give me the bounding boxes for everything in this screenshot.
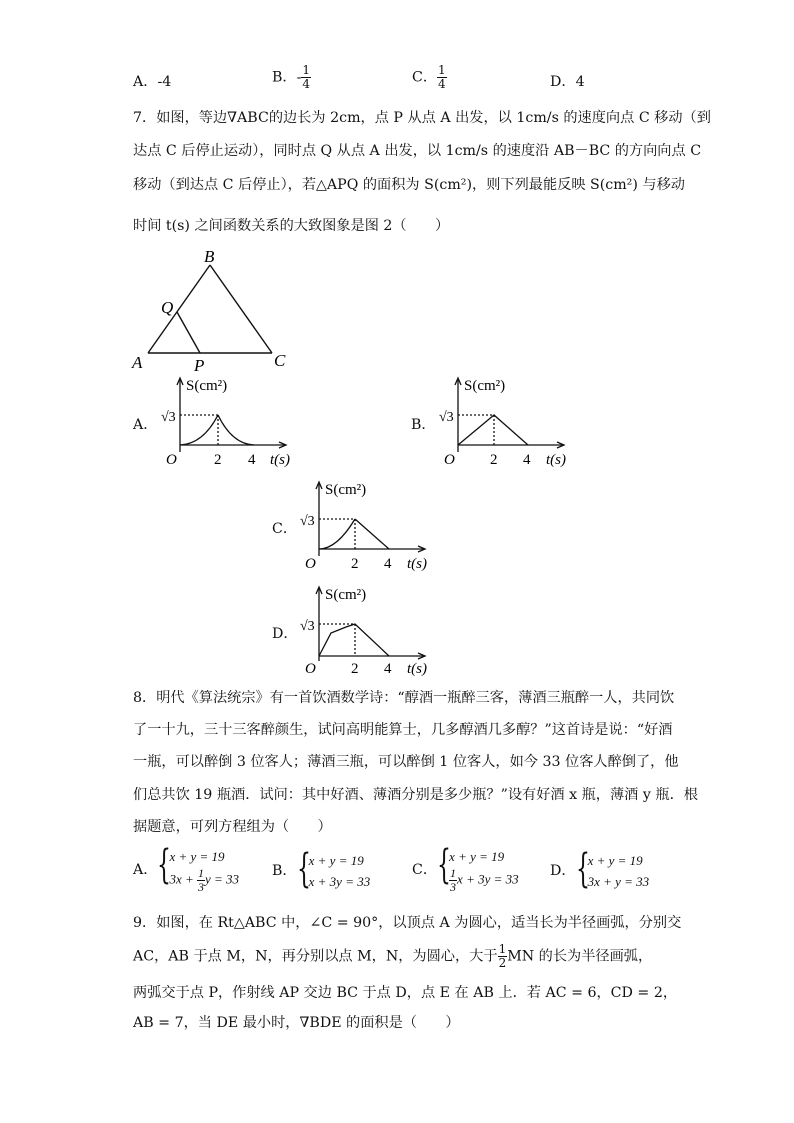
equation-system-d xyxy=(575,846,650,892)
q9-line-4: AB = 7，当 DE 最小时，∇BDE 的面积是（ ） xyxy=(133,1015,460,1031)
graph-b-xlabel: t(s) xyxy=(546,452,566,468)
q8-option-c-letter: C． xyxy=(412,862,438,878)
q6-option-c xyxy=(412,64,447,91)
system-row-2 xyxy=(449,867,519,894)
fraction-numerator: 1 xyxy=(197,866,204,880)
row-suffix: y = 33 xyxy=(204,871,240,887)
graph-c-xlabel: t(s) xyxy=(407,556,427,572)
vertex-b-label: B xyxy=(204,247,215,266)
graph-c-ylabel: S(cm²) xyxy=(325,482,367,498)
q9-line-2 xyxy=(133,943,652,970)
graph-d-ylabel: S(cm²) xyxy=(325,587,367,603)
graph-b-letter: B． xyxy=(411,417,436,433)
brace-icon: { xyxy=(157,842,172,888)
fraction-denominator: 4 xyxy=(302,77,311,91)
q7-line-4: 时间 t(s) 之间函数关系的大致图象是图 2（ ） xyxy=(133,218,450,234)
q8-line-1: 8．明代《算法统宗》有一首饮酒数学诗：“醇酒一瓶醉三客，薄酒三瓶醉一人，共同饮 xyxy=(133,690,675,706)
graph-c-peak: √3 xyxy=(300,514,315,529)
graph-b xyxy=(436,374,586,474)
q6-option-c-letter: C． xyxy=(412,69,438,86)
q8-line-3: 一瓶，可以醉倒 3 位客人；薄酒三瓶，可以醉倒 1 位客人，如今 33 位客人醉倒了，他 xyxy=(133,754,679,770)
q6-option-b-sign: - xyxy=(296,69,302,86)
system-row-2: x + 3y = 33 xyxy=(308,874,371,889)
q7-line-2: 达点 C 后停止运动），同时点 Q 从点 A 出发，以 1cm/s 的速度沿 AB－BC 的方向向点 C xyxy=(133,143,702,159)
q8-option-d xyxy=(550,846,650,892)
q9-line-2-post: MN 的长为半径画弧， xyxy=(507,948,653,965)
graph-c-xmid: 2 xyxy=(351,556,359,572)
row-prefix: 3x + xyxy=(169,871,197,887)
equation-system-b xyxy=(296,846,371,892)
equation-system-a xyxy=(157,842,240,894)
point-q-label: Q xyxy=(161,298,174,317)
q6-option-d-letter: D． xyxy=(550,74,576,90)
q8-line-4: 们总共饮 19 瓶酒．试问：其中好酒、薄酒分别是多少瓶？”设有好酒 x 瓶，薄酒 y 瓶．根 xyxy=(133,787,698,803)
q6-option-b-letter: B． xyxy=(272,69,297,86)
graph-d-xlabel: t(s) xyxy=(407,661,427,677)
graph-a xyxy=(158,374,308,474)
graph-b-origin: O xyxy=(444,452,455,468)
graph-b-peak: √3 xyxy=(439,410,454,425)
q7-line-3: 移动（到达点 C 后停止），若△APQ 的面积为 S(cm²)，则下列最能反映 S(cm²) 与移动 xyxy=(133,177,685,193)
system-row-1: x + y = 19 xyxy=(449,849,505,864)
system-row-1: x + y = 19 xyxy=(308,853,364,868)
system-row-2 xyxy=(169,867,239,894)
q8-option-c xyxy=(412,842,519,894)
graph-a-xlabel: t(s) xyxy=(270,452,290,468)
graph-d-letter: D． xyxy=(272,626,298,642)
q8-option-b-letter: B． xyxy=(272,863,297,879)
q7-line-1: 7．如图，等边∇ABC的边长为 2cm，点 P 从点 A 出发，以 1cm/s 的速度向点 C 移动（到 xyxy=(133,110,711,126)
graph-d-origin: O xyxy=(305,661,316,677)
graph-a-xend: 4 xyxy=(248,452,256,468)
q8-option-b xyxy=(272,846,371,892)
q6-option-b-fraction xyxy=(301,64,311,91)
graph-a-xmid: 2 xyxy=(214,452,222,468)
system-row-1: x + y = 19 xyxy=(587,853,643,868)
q8-line-5: 据题意，可列方程组为（ ） xyxy=(133,819,332,835)
q6-option-d xyxy=(550,72,585,92)
system-row-1: x + y = 19 xyxy=(169,849,225,864)
graph-c-letter: C． xyxy=(272,521,298,537)
triangle-figure xyxy=(130,240,300,375)
graph-c-origin: O xyxy=(305,556,316,572)
q6-option-a-text: -4 xyxy=(157,74,172,90)
point-p-label: P xyxy=(194,356,205,375)
brace-icon: { xyxy=(296,846,311,892)
graph-d-xend: 4 xyxy=(384,661,392,677)
graph-a-ylabel: S(cm²) xyxy=(186,378,228,394)
equation-system-c xyxy=(437,842,519,894)
fraction-numerator: 1 xyxy=(438,63,446,77)
brace-icon: { xyxy=(437,842,452,888)
q9-line-2-pre: AC，AB 于点 M，N，再分别以点 M，N，为圆心，大于 xyxy=(133,948,498,965)
system-row-2: 3x + y = 33 xyxy=(587,874,650,889)
vertex-a-label: A xyxy=(132,353,143,372)
q6-option-a-letter: A． xyxy=(133,74,158,90)
graph-d-peak: √3 xyxy=(300,619,315,634)
graph-c-xend: 4 xyxy=(384,556,392,572)
vertex-c-label: C xyxy=(274,351,286,370)
graph-d xyxy=(297,583,447,683)
graph-c xyxy=(297,478,447,578)
q9-fraction xyxy=(498,943,508,970)
q8-option-a-letter: A． xyxy=(133,862,158,878)
graph-b-xmid: 2 xyxy=(490,452,498,468)
fraction-denominator: 3 xyxy=(450,880,457,894)
q8-line-2: 了一十九，三十三客醉颜生，试问高明能算士，几多醇酒几多醇？”这首诗是说：“好酒 xyxy=(133,722,673,738)
q6-option-c-fraction xyxy=(437,64,447,91)
graph-b-ylabel: S(cm²) xyxy=(464,378,506,394)
q9-line-1: 9．如图，在 Rt△ABC 中，∠C = 90°，以顶点 A 为圆心，适当长为半径画弧，分别交 xyxy=(133,915,682,931)
q8-option-d-letter: D． xyxy=(550,863,576,879)
q6-option-b xyxy=(272,64,311,91)
fraction-numerator: 1 xyxy=(498,942,507,956)
graph-a-origin: O xyxy=(166,452,177,468)
q6-option-d-text: 4 xyxy=(575,74,585,90)
fraction-denominator: 4 xyxy=(438,77,446,91)
graph-a-letter: A． xyxy=(133,417,158,433)
graph-d-xmid: 2 xyxy=(351,661,359,677)
fraction-denominator: 3 xyxy=(197,880,204,894)
q8-option-a xyxy=(133,842,240,894)
row-fraction xyxy=(197,867,205,894)
brace-icon: { xyxy=(575,846,590,892)
fraction-numerator: 1 xyxy=(450,866,457,880)
graph-b-xend: 4 xyxy=(523,452,531,468)
fraction-numerator: 1 xyxy=(302,63,311,77)
graph-a-peak: √3 xyxy=(161,410,176,425)
q6-option-a xyxy=(133,72,171,92)
row-suffix: x + 3y = 33 xyxy=(457,871,519,887)
q9-line-3: 两弧交于点 P，作射线 AP 交边 BC 于点 D，点 E 在 AB 上．若 AC = 6，CD = 2， xyxy=(133,985,678,1001)
fraction-denominator: 2 xyxy=(498,956,507,970)
